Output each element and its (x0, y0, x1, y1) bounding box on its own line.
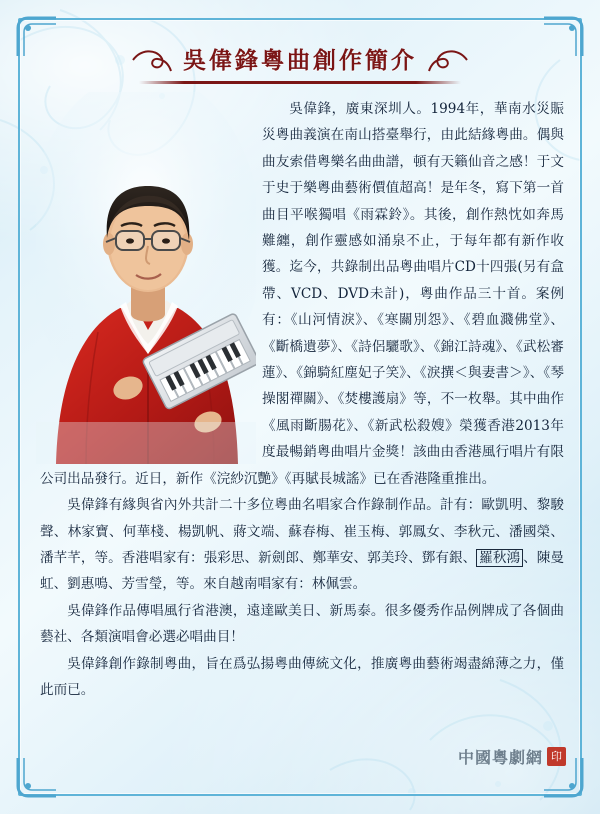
title-underline (139, 81, 461, 84)
article-body (40, 96, 564, 703)
photo-text-wrap-spacer (40, 96, 262, 464)
watermark-seal-icon: 印 (547, 747, 566, 766)
paragraph-4: 吳偉鋒創作錄制粵曲，旨在爲弘揚粵曲傳統文化，推廣粵曲藝術竭盡綿薄之力，僅此而已。 (40, 655, 564, 698)
paragraph-2-text: 吳偉鋒有緣與省內外共計二十多位粵曲名唱家合作錄制作品。計有：歐凱明、黎駿聲、林家寶、何華棧、楊凱帆、蔣文端、蘇春梅、崔玉梅、郭鳳女、李秋元、潘國榮、潘芊芊，等。香港唱家有：張彩思、新劍郎、鄭華安、郭美玲、鄧有銀、 羅秋鴻 、陳曼虹、劉惠鳴、芳雪瑩，等。來自越南唱家有：林佩雲。 (40, 497, 565, 593)
paragraph-2 (40, 492, 564, 598)
title-flourish-left-icon (131, 47, 173, 73)
paragraph-3: 吳偉鋒作品傳唱風行省港澳，遠達歐美日、新馬泰。很多優秀作品例牌成了各個曲藝社、各類演唱會必選必唱曲目！ (40, 602, 564, 646)
page-title: 吳偉鋒粵曲創作簡介 (183, 47, 417, 74)
title-flourish-right-icon (427, 47, 469, 73)
site-watermark (458, 745, 566, 768)
title-block (0, 38, 600, 81)
paragraph-1: 吳偉鋒，廣東深圳人。1994年，華南水災賑災粵曲義演在南山搭臺舉行，由此結緣粵曲。偶與曲友索借粵樂名曲曲譜，頓有天籟仙音之感！于文于史于樂粵曲藝術價值超高！是年冬，寫下第一首曲目平喉獨唱《雨霖鈴》。其後，創作熱忱如奔馬難纏，創作靈感如涌泉不止，于每年都有新作收獲。迄今，共錄制出品粵曲唱片CD十四張(另有盒帶、VCD、DVD未計)，粵曲作品三十首。案例有：《山河情淚》、《寒關別怨》、《碧血濺佛堂》、《斷橋遺夢》、《詩侶驪歌》、《錦江詩魂》、《武松審蓮》、《錦騎紅塵妃子笑》、《淚撰＜與妻書＞》、《琴操閣禪關》、《焚樓護扇》等，不一枚舉。其中曲作《風雨斷腸花》、《新武松殺嫂》榮獲香港2013年度最暢銷粵曲唱片金獎！該曲由香港風行唱片有限公司出品發行。近日，新作《浣紗沉艷》《再賦長城謠》已在香港隆重推出。 (40, 101, 564, 487)
title-bar (129, 38, 471, 81)
highlighted-name: 羅秋鴻 (476, 549, 523, 567)
watermark-text: 中國粵劇網 (457, 748, 543, 767)
